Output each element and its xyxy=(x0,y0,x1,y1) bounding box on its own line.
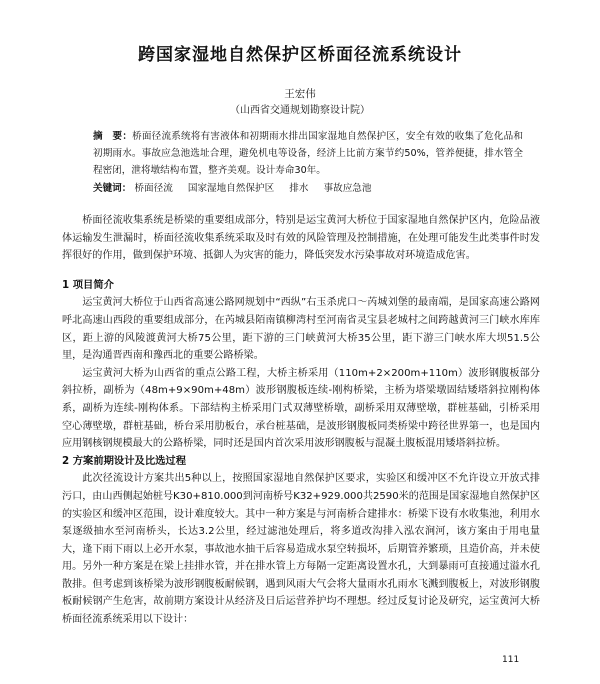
affiliation: （山西省交通规划勘察设计院） xyxy=(230,105,370,116)
body-paragraph: 运宝黄河大桥位于山西省高速公路网规划中“西纵”右玉杀虎口～芮城刘堡的最南端，是国家高速公路网呼北高速山西段的重要组成部分，在芮城县陌南镇柳湾村至河南省灵宝县老城村之间跨越黄河三门峡水库库区，距上游的风陵渡黄河大桥75公里，距下游的三门峡黄河大桥35公里，距下游三门峡水库大坝51.5公里，是沟通晋西南和豫西北的重要公路桥梁。 xyxy=(62,297,540,362)
body-paragraph: 此次径流设计方案共出5种以上，按照国家湿地自然保护区要求，实验区和缓冲区不允许设立开放式排污口，由山西侧起始桩号K30+810.000到河南桥号K32+929.000共2590米的范围是国家湿地自然保护区的实验区和缓冲区范围，设计难度较大。其中一种方案是与河南桥合建排水：桥梁下设有水收集池，利用水泵逐级抽水至河南桥头，长达3.2公里，经过滤池处理后，将多道改沟排入泓农涧河，该方案由于用电量大，逢下雨下雨以上必开水泵，事故池水抽干后容易造成水泵空转损坏，后期管养繁琐，且造价高，并未使用。另外一种方案是在梁上挂排水管，并在排水管上方每隔一定距离设置水孔，大到暴雨可直接通过溢水孔散排。但考虑到该桥梁为波形钢腹板耐候钢，遇到风雨大气会将大量雨水孔雨水飞溅到腹板上，对波形钢腹板耐候钢产生危害，故前期方案设计从经济及日后运营养护均不理想。经过反复讨论及研究，运宝黄河大桥桥面径流系统采用以下设计： xyxy=(62,473,540,626)
author-name: 王宏伟 xyxy=(284,88,316,100)
page-number: 111 xyxy=(502,655,520,665)
abstract-text: 桥面径流系统将有害液体和初期雨水排出国家湿地自然保护区，安全有效的收集了危化品和初期雨水。事故应急池选址合理，避免机电等设备，经济上比前方案节约50%，管养便捷，排水管全程密闭，泄将墩结构布置，整齐美观。设计寿命30年。 xyxy=(93,131,524,176)
section-heading: 1 项目简介 xyxy=(62,278,114,291)
keywords-label: 关键词： xyxy=(93,183,132,194)
keyword: 事故应急池 xyxy=(323,183,372,194)
abstract-label: 摘 要： xyxy=(93,131,133,142)
paper-title: 跨国家湿地自然保护区桥面径流系统设计 xyxy=(138,45,462,65)
keyword: 桥面径流 xyxy=(134,183,173,194)
intro-paragraph: 桥面径流收集系统是桥梁的重要组成部分，特别是运宝黄河大桥位于国家湿地自然保护区内，危险品液体运输发生泄漏时，桥面径流收集系统采取及时有效的风险管理及控制措施，在处理可能发生此类事件时发挥很好的作用，做到保护环境、抵御人为灾害的能力，降低突发水污染事故对环境造成危害。 xyxy=(62,215,540,262)
article-body xyxy=(62,212,540,629)
body-paragraph: 运宝黄河大桥为山西省的重点公路工程，大桥主桥采用（110m+2×200m+110m）波形钢腹板部分斜拉桥，副桥为（48m+9×90m+48m）波形钢腹板连续-刚构桥梁，主桥为塔梁墩固结矮塔斜拉刚构体系，副桥为连续-刚构体系。下部结构主桥采用门式双薄壁桥墩，副桥采用双薄壁墩，群桩基础，引桥采用空心薄壁墩，群桩基础，桥台采用肋板台，承台桩基础，是波形钢腹板同类桥梁中跨径世界第一，也是国内应用钢核钢规模最大的公路桥梁，同时还是国内首次采用波形钢腹板与混凝土腹板混用矮塔斜拉桥。 xyxy=(62,367,540,450)
keywords xyxy=(93,180,523,197)
abstract xyxy=(93,128,523,179)
section-heading: 2 方案前期设计及比选过程 xyxy=(62,454,187,467)
keyword: 排水 xyxy=(289,183,309,194)
keyword: 国家湿地自然保护区 xyxy=(187,183,275,194)
